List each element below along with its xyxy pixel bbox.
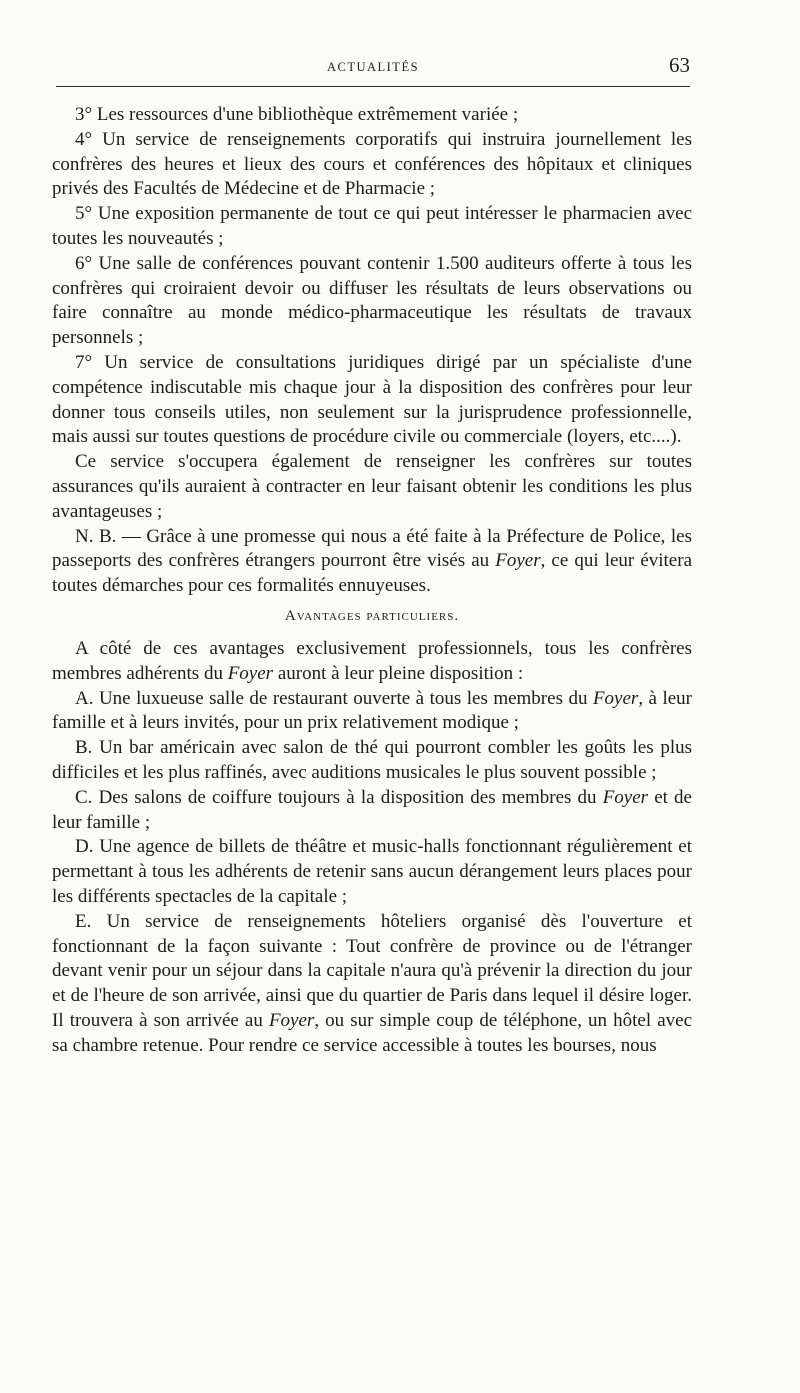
paragraph-nota-bene: N. B. — Grâce à une promesse qui nous a été faite à la Préfecture de Police, les passeports des confrères étrangers pourront être visés au Foyer, ce qui leur évitera toutes démarches pour ces formalités ennuyeuses. (52, 525, 693, 597)
paragraph-item-b: B. Un bar américain avec salon de thé qui pourront combler les goûts les plus difficiles et les plus raffinés, avec auditions musicales le plus souvent possible ; (52, 737, 692, 783)
paragraph-insurance: Ce service s'occupera également de renseigner les confrères sur toutes assurances qu'ils auraient à contracter en leur faisant obtenir les conditions les plus avantageuses ; (52, 451, 692, 522)
page-body (52, 103, 692, 1058)
section-heading: Avantages particuliers. (284, 607, 460, 624)
paragraph-item-7: 7° Un service de consultations juridiques dirigé par un spécialiste d'une compétence indiscutable mis chaque jour à la disposition des confrères pour leur donner tous conseils utiles, non seulement sur la jurisprudence professionnelle, mais aussi sur toutes questions de procédure civile ou commerciale (loyers, etc....). (52, 351, 692, 448)
page-header (56, 52, 690, 87)
paragraph-item-e: E. Un service de renseignements hôteliers organisé dès l'ouverture et fonctionnant de la façon suivante : Tout confrère de province ou de l'étranger devant venir pour un séjour dans la capitale n'aura qu'à prévenir la direction du jour et de l'heure de son arrivée, ainsi que du quartier de Paris dans lequel il désire loger. Il trouvera à son arrivée au Foyer, ou sur simple coup de téléphone, un hôtel avec sa chambre retenue. Pour rendre ce service accessible à toutes les bourses, nous (52, 910, 692, 1056)
paragraph-item-4: 4° Un service de renseignements corporatifs qui instruira journellement les confrères des heures et lieux des cours et conférences des hôpitaux et cliniques privés des Facultés de Médecine et de Pharmacie ; (52, 128, 692, 200)
paragraph-item-d: D. Une agence de billets de théâtre et music-halls fonctionnant régulièrement et permettant à tous les adhérents de retenir sans aucun dérangement leurs places pour les différents spectacles de la capitale ; (52, 836, 692, 907)
paragraph-item-6: 6° Une salle de conférences pouvant contenir 1.500 auditeurs offerte à tous les confrères qui croiraient devoir ou diffuser les résultats de leurs observations ou faire connaître au monde médico-pharmaceutique les résultats de travaux personnels ; (52, 252, 692, 349)
paragraph-item-c: C. Des salons de coiffure toujours à la disposition des membres du Foyer et de leur famille ; (52, 786, 692, 833)
paragraph-intro-advantages: A côté de ces avantages exclusivement professionnels, tous les confrères membres adhérents du Foyer auront à leur pleine disposition : (52, 637, 692, 684)
paragraph-item-5: 5° Une exposition permanente de tout ce qui peut intéresser le pharmacien avec toutes les nouveautés ; (52, 203, 692, 249)
page-number: 63 (669, 53, 690, 77)
paragraph-item-a: A. Une luxueuse salle de restaurant ouverte à tous les membres du Foyer, à leur famille et à leurs invités, pour un prix relativement modique ; (52, 687, 692, 734)
paragraph-item-3: 3° Les ressources d'une bibliothèque extrêmement variée ; (75, 104, 519, 125)
running-head: ACTUALITÉS (326, 60, 420, 74)
